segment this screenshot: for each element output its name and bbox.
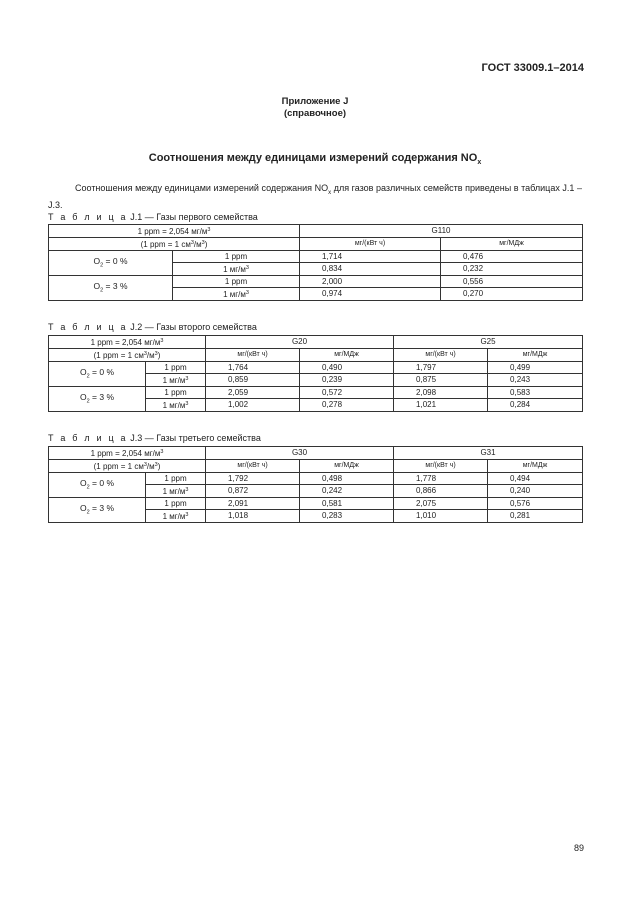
table-cell: 0,494 [488,473,583,485]
unit-label: 1 ppm [146,362,206,374]
table-cell: 0,284 [488,399,583,412]
table-row [49,251,583,263]
table-cell: 2,098 [394,387,488,399]
table-cell: 1,021 [394,399,488,412]
unit-header: мг/(кВт ч) [300,238,441,251]
table-cell: 0,239 [300,374,394,387]
unit-label: 1 $мг/м^3$ [173,288,300,301]
table-cell: 1,764 [206,362,300,374]
appendix-subtitle: (справочное) [283,108,347,119]
unit-header: мг/МДж [488,460,583,473]
table-row [49,276,583,288]
table-cell: 0,270 [441,288,583,301]
conversion-line-1: 1 ppm = 2,054 $мг/м^3$ [49,336,206,349]
unit-header: мг/МДж [300,349,394,362]
table-row [49,362,583,374]
page-number: 89 [573,843,584,853]
table-cell: 0,283 [300,510,394,523]
table-cell: 0,872 [206,485,300,498]
unit-label: 1 $мг/м^3$ [173,263,300,276]
unit-label: 1 $мг/м^3$ [146,399,206,412]
table-cell: 0,859 [206,374,300,387]
unit-header: мг/(кВт ч) [206,460,300,473]
table-cell: 0,581 [300,498,394,510]
table-caption-j2: Т а б л и ц а J.2 — Газы второго семейства [48,322,257,332]
unit-header: мг/(кВт ч) [206,349,300,362]
table-cell: 2,059 [206,387,300,399]
table-cell: 1,797 [394,362,488,374]
unit-label: 1 ppm [146,387,206,399]
table-cell: 0,476 [441,251,583,263]
o2-label: $O_2 = 3$ % [49,387,146,412]
table-j1 [48,224,583,301]
o2-label: $O_2 = 0$ % [49,473,146,498]
table-cell: 2,000 [300,276,441,288]
table-cell: 1,714 [300,251,441,263]
table-cell: 0,278 [300,399,394,412]
table-cell: 0,242 [300,485,394,498]
table-cell: 0,240 [488,485,583,498]
gas-header: G20 [206,336,394,349]
table-row [49,387,583,399]
table-cell: 0,556 [441,276,583,288]
table-cell: 0,490 [300,362,394,374]
table-cell: 0,281 [488,510,583,523]
unit-label: 1 ppm [146,498,206,510]
table-caption-j1: Т а б л и ц а J.1 — Газы первого семейства [48,212,258,222]
table-cell: 2,091 [206,498,300,510]
unit-header: мг/(кВт ч) [394,349,488,362]
table-cell: 1,778 [394,473,488,485]
conversion-line-1: 1 ppm = 2,054 $мг/м^3$ [49,447,206,460]
o2-label: $O_2 = 0$ % [49,251,173,276]
unit-header: мг/МДж [441,238,583,251]
table-row [49,498,583,510]
o2-label: $O_2 = 3$ % [49,498,146,523]
o2-label: $O_2 = 0$ % [49,362,146,387]
table-cell: 0,243 [488,374,583,387]
unit-label: 1 ppm [173,251,300,263]
table-cell: 0,498 [300,473,394,485]
unit-label: 1 $мг/м^3$ [146,485,206,498]
table-cell: 0,232 [441,263,583,276]
conversion-line-2: (1 ppm = 1 $см^3/м^3$) [49,460,206,473]
unit-label: 1 $мг/м^3$ [146,374,206,387]
table-row [49,473,583,485]
conversion-line-1: 1 ppm = 2,054 $мг/м^3$ [49,225,300,238]
table-cell: 1,792 [206,473,300,485]
unit-header: мг/(кВт ч) [394,460,488,473]
appendix-title: Приложение J [281,96,349,107]
table-cell: 0,576 [488,498,583,510]
table-cell: 0,834 [300,263,441,276]
table-cell: 0,583 [488,387,583,399]
unit-label: 1 ppm [146,473,206,485]
conversion-line-2: (1 ppm = 1 $см^3/м^3$) [49,238,300,251]
table-j2 [48,335,583,412]
table-cell: 1,010 [394,510,488,523]
unit-label: 1 ppm [173,276,300,288]
table-cell: 0,866 [394,485,488,498]
table-cell: 0,875 [394,374,488,387]
table-cell: 0,572 [300,387,394,399]
table-cell: 2,075 [394,498,488,510]
table-cell: 0,974 [300,288,441,301]
table-caption-j3: Т а б л и ц а J.3 — Газы третьего семейства [48,433,261,443]
appendix-heading [0,96,630,120]
intro-paragraph: Соотношения между единицами измерений содержания $NO_x$ для газов различных семейств приведены в таблицах J.1 – J.3. [48,183,582,210]
gas-header: G110 [300,225,583,238]
table-cell: 0,499 [488,362,583,374]
gas-header: G25 [394,336,583,349]
o2-label: $O_2 = 3$ % [49,276,173,301]
unit-header: мг/МДж [300,460,394,473]
unit-header: мг/МДж [488,349,583,362]
conversion-line-2: (1 ppm = 1 $см^3/м^3$) [49,349,206,362]
table-j3 [48,446,583,523]
gas-header: G31 [394,447,583,460]
gas-header: G30 [206,447,394,460]
table-cell: 1,018 [206,510,300,523]
section-title: Соотношения между единицами измерений содержания $NO_x$ [148,152,482,167]
standard-number: ГОСТ 33009.1–2014 [481,62,584,74]
table-cell: 1,002 [206,399,300,412]
unit-label: 1 $мг/м^3$ [146,510,206,523]
